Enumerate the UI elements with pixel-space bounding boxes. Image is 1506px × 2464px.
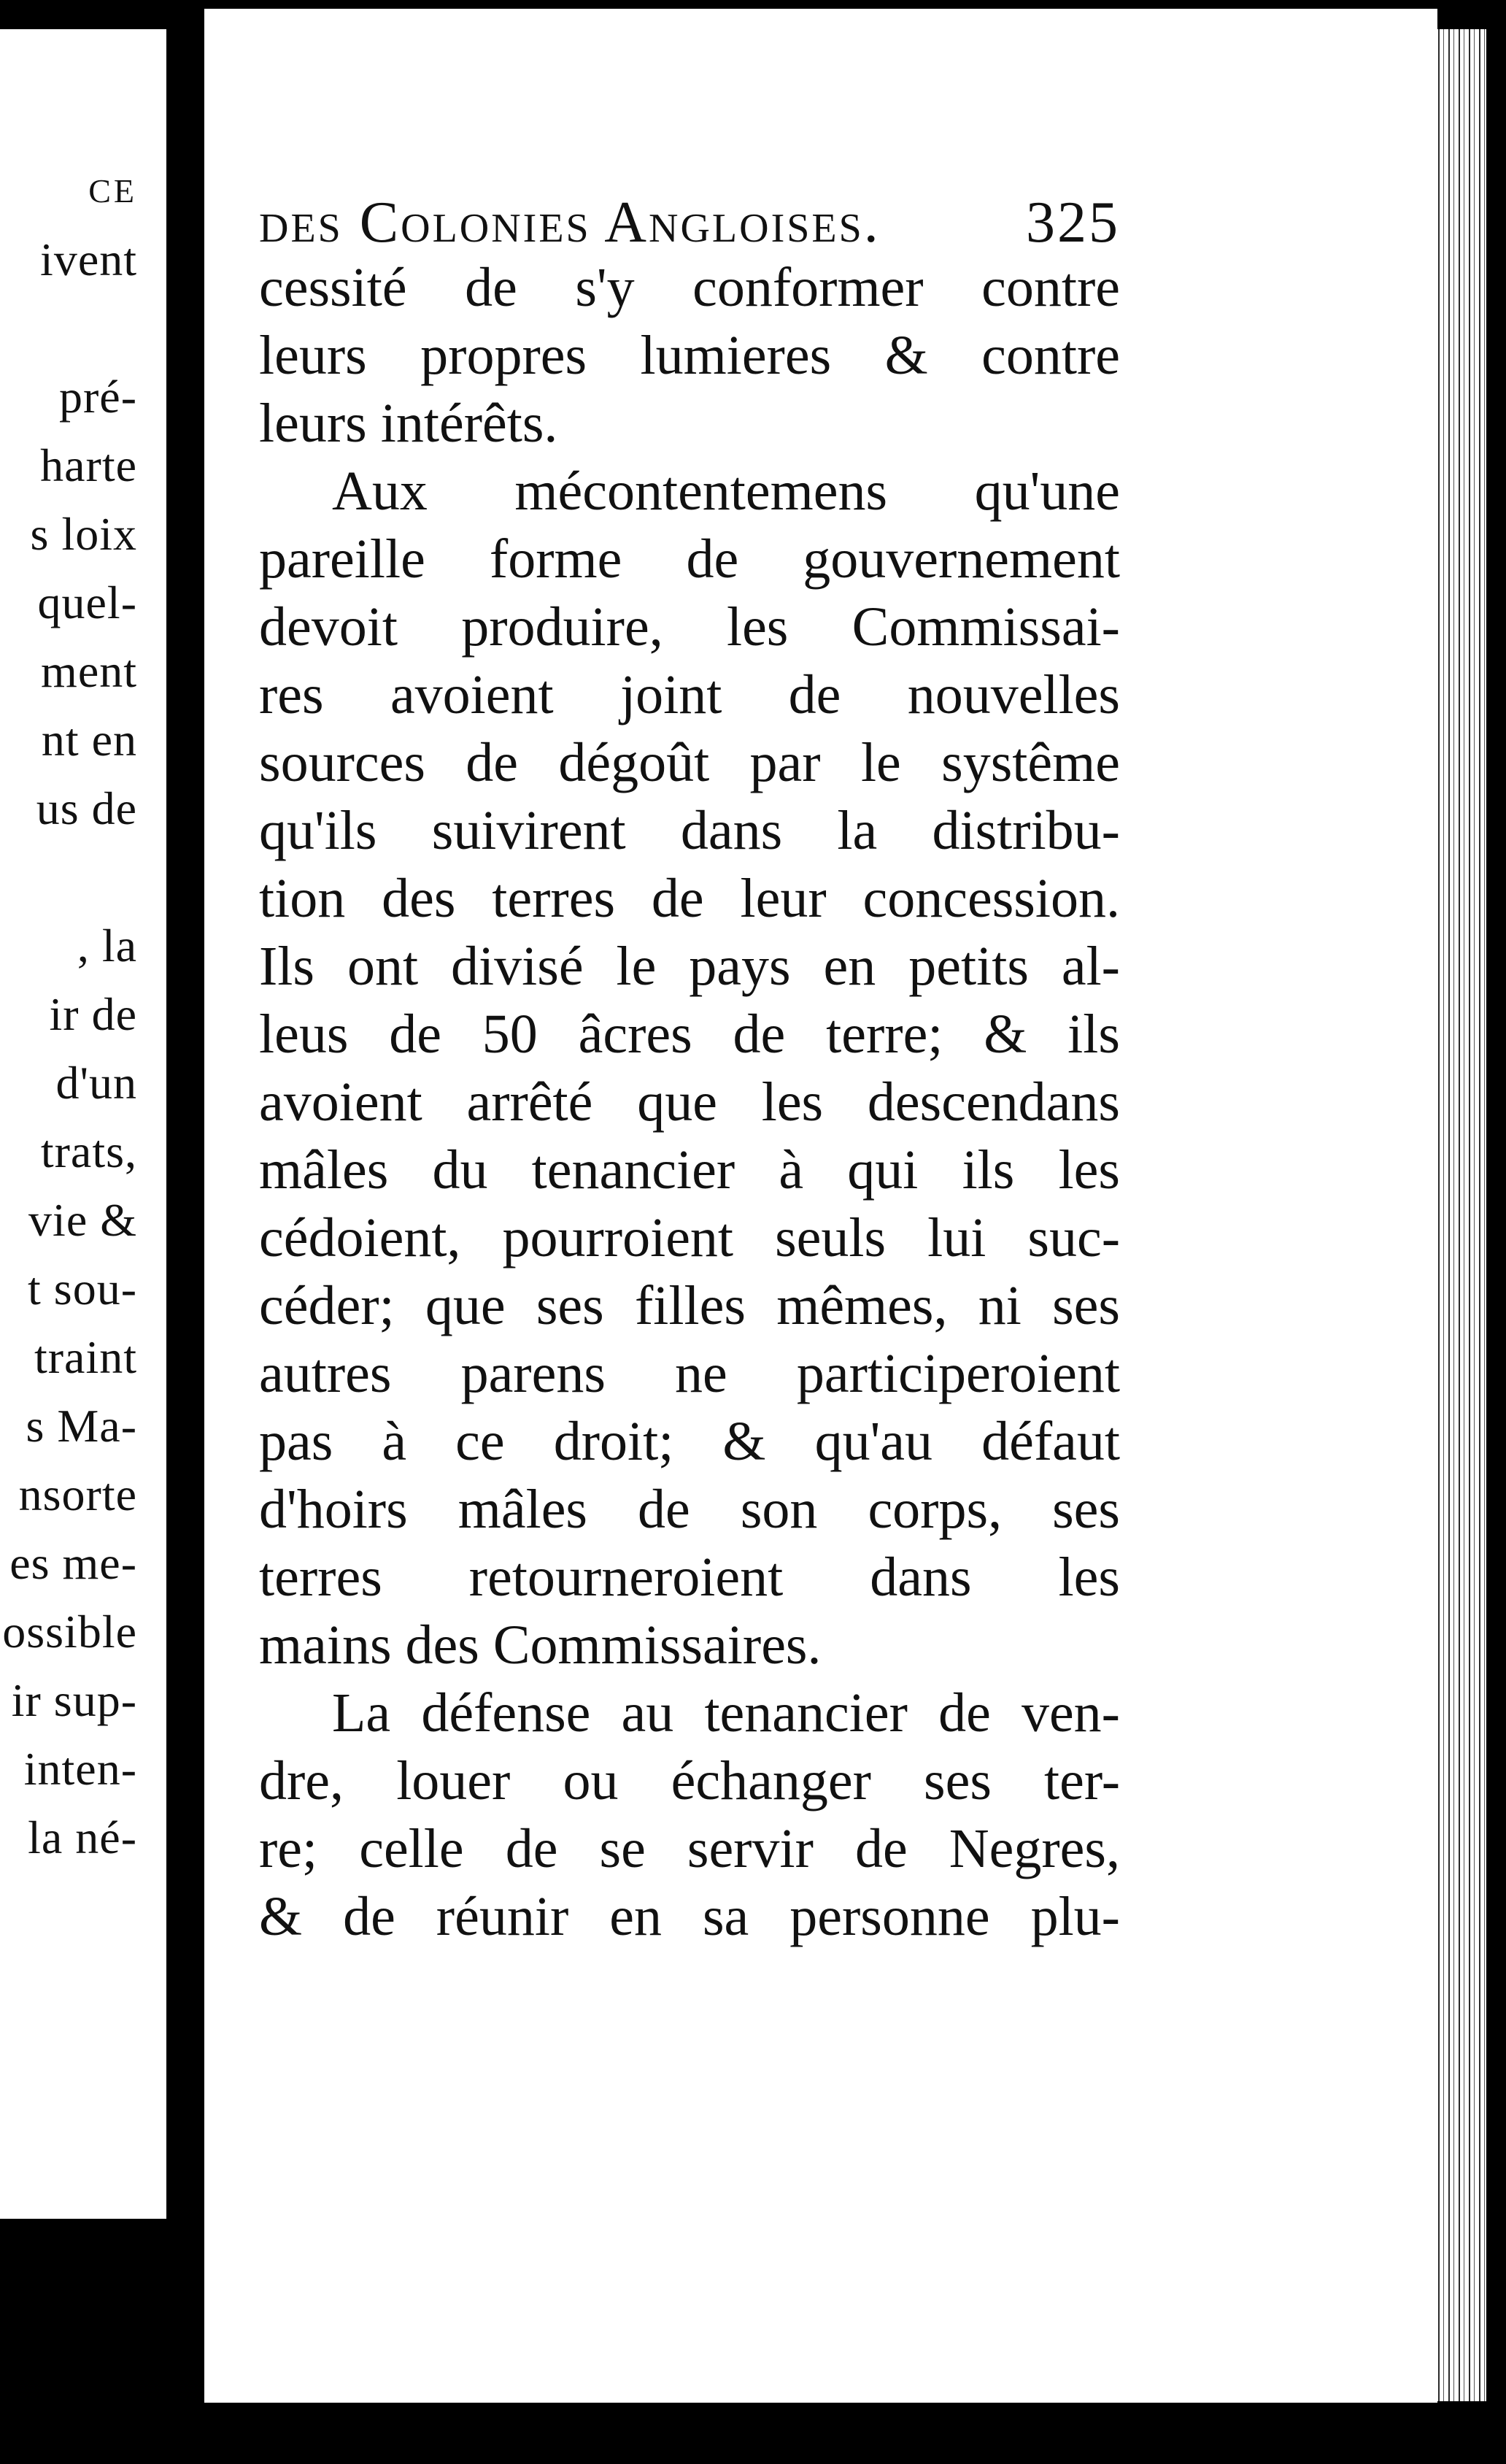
text-line: Ils ont divisé le pays en petits al- (259, 936, 1120, 997)
text-line: sources de dégoût par le systême (259, 732, 1120, 793)
facing-page-text (0, 157, 137, 1872)
text-line: dre, louer ou échanger ses ter- (259, 1750, 1120, 1812)
text-line: res avoient joint de nouvelles (259, 664, 1120, 725)
page-number: 325 (1026, 190, 1120, 255)
text-line: Aux mécontentemens qu'une (332, 461, 1120, 522)
text-line: leurs propres lumieres & contre (259, 325, 1120, 386)
book-gutter (166, 15, 204, 2241)
facing-text-fragment: pré- (58, 371, 137, 423)
facing-text-fragment (0, 294, 137, 363)
facing-text-fragment: ossible (2, 1606, 137, 1658)
text-line: mâles du tenancier à qui ils les (259, 1139, 1120, 1201)
text-line: devoit produire, les Commissai- (259, 596, 1120, 658)
facing-text-fragment: ir sup- (11, 1674, 137, 1726)
facing-text-fragment: us de (36, 782, 137, 834)
facing-text-fragment: inten- (23, 1743, 137, 1795)
facing-text-fragment: nsorte (18, 1468, 137, 1520)
facing-text-fragment: quel- (37, 577, 137, 628)
facing-text-fragment: nt en (41, 714, 137, 766)
text-line: terres retourneroient dans les (259, 1547, 1120, 1608)
text-line: céder; que ses filles mêmes, ni ses (259, 1275, 1120, 1336)
facing-text-fragment (0, 843, 137, 912)
facing-text-fragment: harte (40, 439, 137, 491)
facing-page-left (0, 29, 166, 2219)
text-line: d'hoirs mâles de son corps, ses (259, 1479, 1120, 1540)
text-line: autres parens ne participeroient (259, 1343, 1120, 1404)
text-line: mains des Commissaires. (259, 1614, 822, 1676)
running-head (259, 190, 1120, 256)
text-line: & de réunir en sa personne plu- (259, 1886, 1120, 1947)
text-line: qu'ils suivirent dans la distribu- (259, 800, 1120, 861)
facing-text-fragment: ivent (40, 234, 137, 285)
body-text (259, 254, 1120, 1951)
text-line: pas à ce droit; & qu'au défaut (259, 1411, 1120, 1472)
facing-text-fragment: es me- (9, 1537, 137, 1589)
page-edges (1434, 29, 1486, 2401)
facing-text-fragment: d'un (55, 1057, 137, 1109)
text-line: cédoient, pourroient seuls lui suc- (259, 1207, 1120, 1268)
facing-text-fragment: trats, (40, 1125, 137, 1177)
text-line: leurs intérêts. (259, 393, 558, 454)
facing-text-fragment: CE (88, 172, 137, 209)
text-line: pareille forme de gouvernement (259, 528, 1120, 590)
text-line: La défense au tenancier de ven- (332, 1682, 1120, 1744)
text-line: cessité de s'y conformer contre (259, 257, 1120, 318)
facing-text-fragment: la né- (28, 1812, 137, 1863)
facing-text-fragment: vie & (28, 1194, 137, 1246)
facing-text-fragment: t sou- (28, 1263, 137, 1314)
facing-text-fragment: , la (77, 920, 137, 971)
facing-text-fragment: traint (34, 1331, 137, 1383)
facing-text-fragment: s loix (30, 508, 137, 560)
running-head-title: des Colonies Angloises. (259, 190, 881, 255)
text-line: avoient arrêté que les descendans (259, 1071, 1120, 1133)
facing-text-fragment: s Ma- (26, 1400, 137, 1452)
text-line: re; celle de se servir de Negres, (259, 1818, 1120, 1879)
text-line: tion des terres de leur concession. (259, 868, 1120, 929)
facing-text-fragment: ir de (49, 988, 137, 1040)
text-line: leus de 50 âcres de terre; & ils (259, 1004, 1120, 1065)
facing-text-fragment: ment (41, 645, 137, 697)
